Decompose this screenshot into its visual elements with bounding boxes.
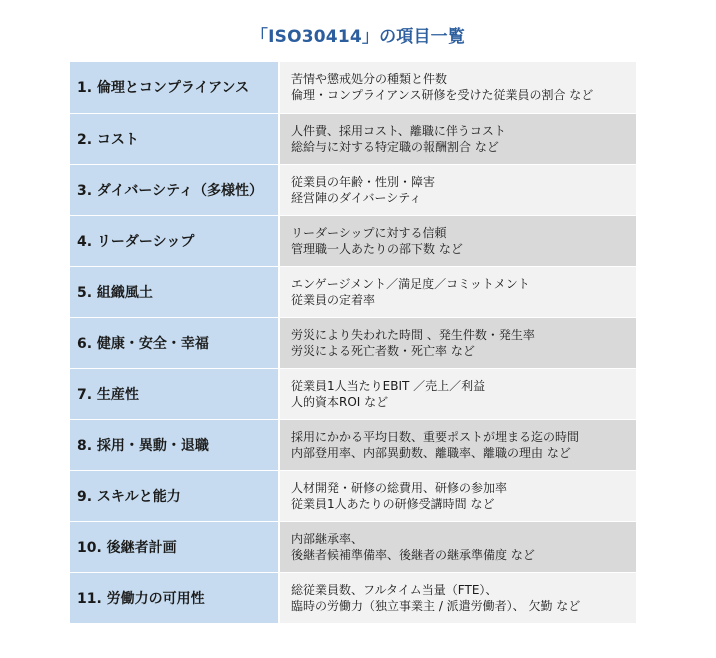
table-row	[70, 470, 636, 521]
description-line: エンゲージメント／満足度／コミットメント	[291, 276, 530, 291]
description-cell	[279, 521, 636, 572]
description-line: 人材開発・研修の総費用、研修の参加率	[291, 480, 508, 495]
description-cell	[279, 215, 636, 266]
table-row	[70, 419, 636, 470]
description-line: 管理職一人あたりの部下数 など	[291, 241, 463, 256]
description-line: 経営陣のダイバーシティ	[291, 190, 422, 205]
table-row	[70, 317, 636, 368]
description-cell	[279, 419, 636, 470]
category-cell: 3. ダイバーシティ（多様性）	[70, 164, 279, 215]
description-line: 内部登用率、内部異動数、離職率、離職の理由 など	[291, 445, 571, 460]
table-row	[70, 521, 636, 572]
description-line: 後継者候補準備率、後継者の継承準備度 など	[291, 547, 535, 562]
description-cell	[279, 164, 636, 215]
table-row	[70, 113, 636, 164]
category-cell: 4. リーダーシップ	[70, 215, 279, 266]
category-cell: 6. 健康・安全・幸福	[70, 317, 279, 368]
category-cell: 5. 組織風土	[70, 266, 279, 317]
category-cell: 2. コスト	[70, 113, 279, 164]
description-cell	[279, 470, 636, 521]
description-line: リーダーシップに対する信頼	[291, 225, 447, 240]
description-line: 労災により失われた時間 、発生件数・発生率	[291, 327, 535, 342]
category-cell: 8. 採用・異動・退職	[70, 419, 279, 470]
description-cell	[279, 113, 636, 164]
description-cell	[279, 368, 636, 419]
description-line: 従業員の定着率	[291, 292, 376, 307]
description-line: 総従業員数、フルタイム当量（FTE）、	[291, 582, 498, 597]
table-row	[70, 215, 636, 266]
category-cell: 11. 労働力の可用性	[70, 572, 279, 623]
table-row	[70, 368, 636, 419]
description-line: 労災による死亡者数・死亡率 など	[291, 343, 475, 358]
category-cell: 1. 倫理とコンプライアンス	[70, 62, 279, 113]
description-cell	[279, 317, 636, 368]
table-row	[70, 62, 636, 113]
description-line: 従業員1人当たりEBIT ／売上／利益	[291, 378, 486, 393]
category-cell: 10. 後継者計画	[70, 521, 279, 572]
category-cell: 7. 生産性	[70, 368, 279, 419]
page-title: 「ISO30414」の項目一覧	[250, 27, 466, 47]
description-line: 人件費、採用コスト、離職に伴うコスト	[291, 123, 506, 138]
description-line: 臨時の労働力（独立事業主 / 派遣労働者）、 欠勤 など	[291, 598, 581, 613]
description-cell	[279, 62, 636, 113]
table-row	[70, 164, 636, 215]
table-row	[70, 266, 636, 317]
description-line: 総給与に対する特定職の報酬割合 など	[291, 139, 499, 154]
description-line: 採用にかかる平均日数、重要ポストが埋まる迄の時間	[291, 429, 580, 444]
iso30414-items-table	[70, 62, 636, 624]
description-line: 従業員の年齢・性別・障害	[291, 174, 436, 189]
description-line: 従業員1人あたりの研修受講時間 など	[291, 496, 495, 511]
table-row	[70, 572, 636, 623]
description-line: 苦情や懲戒処分の種類と件数	[291, 72, 448, 87]
description-cell	[279, 266, 636, 317]
description-cell	[279, 572, 636, 623]
description-line: 人的資本ROI など	[291, 394, 389, 409]
description-line: 倫理・コンプライアンス研修を受けた従業員の割合 など	[291, 88, 594, 103]
description-line: 内部継承率、	[291, 531, 364, 546]
category-cell: 9. スキルと能力	[70, 470, 279, 521]
